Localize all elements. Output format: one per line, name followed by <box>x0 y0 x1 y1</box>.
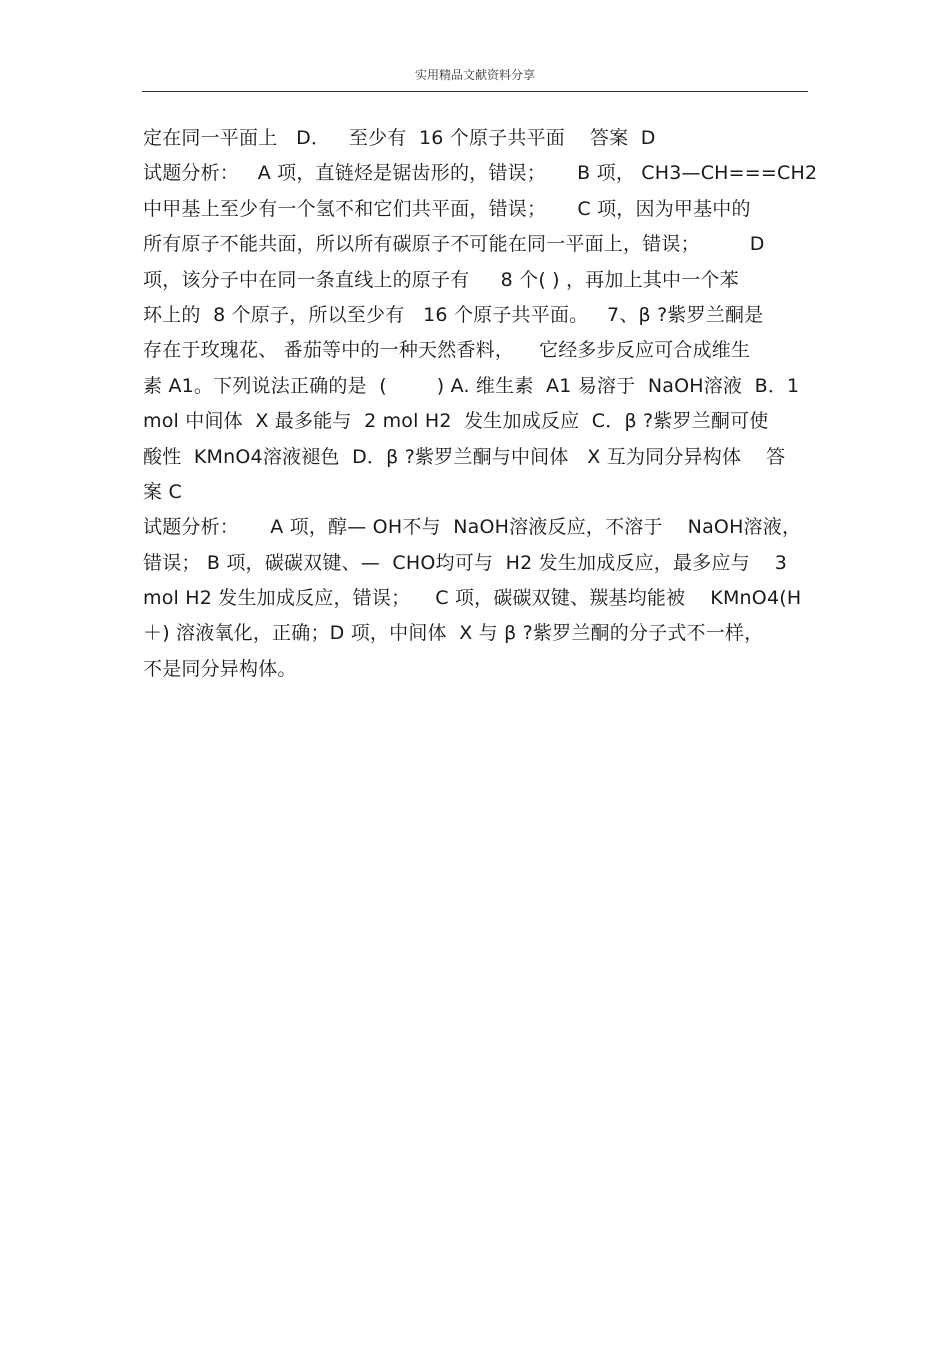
text-line: mol H2 发生加成反应，错误； C 项，碳碳双键、羰基均能被 KMnO4(H <box>143 587 802 610</box>
text-line: 酸性 KMnO4溶液褪色 D．β ?紫罗兰酮与中间体 X 互为同分异构体 答 <box>143 445 786 468</box>
text-line: 错误； B 项，碳碳双键、— CHO均可与 H2 发生加成反应，最多应与 3 <box>143 551 788 574</box>
text-line: mol 中间体 X 最多能与 2 mol H2 发生加成反应 C．β ?紫罗兰酮可使 <box>143 410 769 433</box>
text-line: 试题分析： A 项，直链烃是锯齿形的，错误； B 项， CH3—CH===CH2 <box>143 162 818 185</box>
text-line: 定在同一平面上 D． 至少有 16 个原子共平面 答案 D <box>143 127 656 149</box>
text-line: 中甲基上至少有一个氢不和它们共平面，错误； C 项，因为甲基中的 <box>143 197 751 220</box>
text-line: 所有原子不能共面，所以所有碳原子不可能在同一平面上，错误； D <box>143 233 765 256</box>
text-line: 不是同分异构体。 <box>143 657 297 680</box>
header-divider <box>142 91 808 92</box>
text-line: 案 C <box>143 480 182 503</box>
text-line: 试题分析： A 项，醇— OH不与 NaOH溶液反应，不溶于 NaOH溶液， <box>143 516 802 539</box>
document-body <box>143 121 843 687</box>
text-line: 项，该分子中在同一条直线上的原子有 8 个( ) ，再加上其中一个苯 <box>143 268 739 291</box>
text-line: ＋) 溶液氧化，正确；D 项，中间体 X 与 β ?紫罗兰酮的分子式不一样， <box>143 622 764 645</box>
text-line: 素 A1。下列说法正确的是 ( ) A. 维生素 A1 易溶于 NaOH溶液 B．1 <box>143 374 800 397</box>
page-header-title: 实用精品文献资料分享 <box>414 68 535 82</box>
text-line: 环上的 8 个原子，所以至少有 16 个原子共平面。 7、β ?紫罗兰酮是 <box>143 303 764 326</box>
text-line: 存在于玫瑰花、 番茄等中的一种天然香料， 它经多步反应可合成维生 <box>143 339 751 362</box>
